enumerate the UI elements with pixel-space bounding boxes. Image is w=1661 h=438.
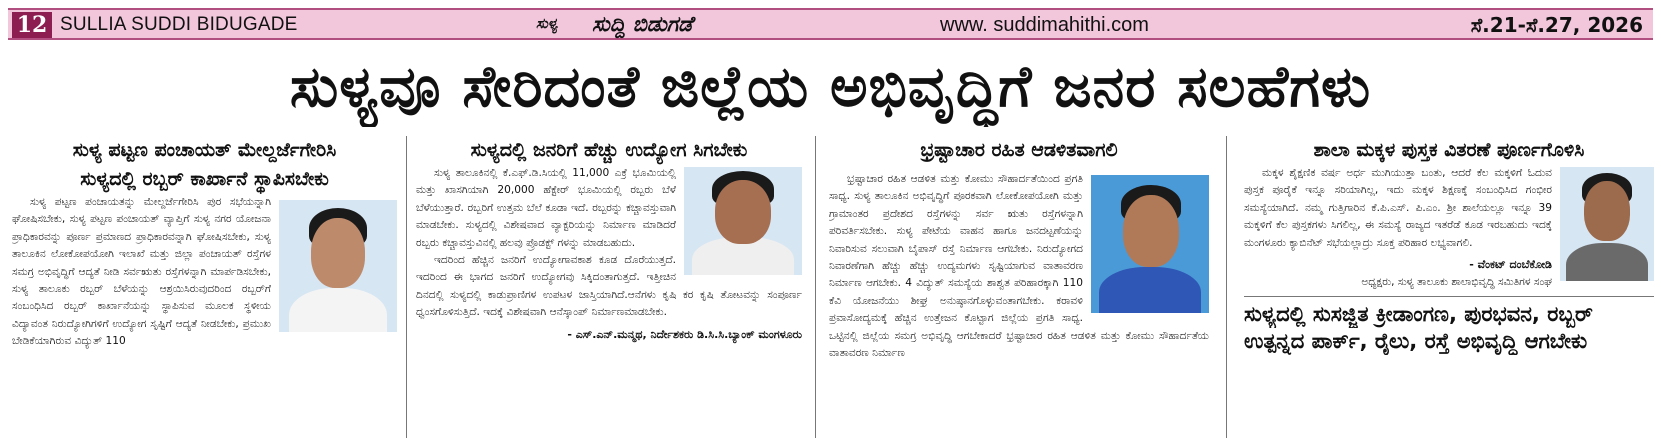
main-headline: ಸುಳ್ಯವೂ ಸೇರಿದಂತೆ ಜಿಲ್ಲೆಯ ಅಭಿವೃದ್ಧಿಗೆ ಜನರ ಸಲಹೆಗಳು — [289, 54, 1372, 120]
article-body — [829, 171, 1209, 362]
article-title: ಸುಳ್ಯ ಪಟ್ಟಣ ಪಂಚಾಯತ್ ಮೇಲ್ದರ್ಜೆಗೇರಿಸಿ — [72, 139, 337, 161]
bottom-story-title: ಉತ್ಪನ್ನದ ಪಾರ್ಕ್, ರೈಲು, ರಸ್ತೆ ಅಭಿವೃದ್ಧಿ ಆಗಬೇಕು — [1244, 329, 1588, 354]
article-body — [416, 165, 802, 322]
article-title: ಭ್ರಷ್ಟಾಚಾರ ರಹಿತ ಆಡಳಿತವಾಗಲಿ — [920, 139, 1118, 161]
article-4 — [1244, 136, 1654, 438]
article-title: ಸುಳ್ಯದಲ್ಲಿ ಜನರಿಗೆ ಹೆಚ್ಚು ಉದ್ಯೋಗ ಸಿಗಬೇಕು — [470, 139, 748, 161]
article-3 — [829, 136, 1209, 438]
article-paragraph: ಸುಳ್ಯ ತಾಲೂಕಿನಲ್ಲಿ ಕೆ.ಎಫ್.ಡಿ.ಸಿಯಲ್ಲಿ 11,000 ಎಕ್ರೆ ಭೂಮಿಯಲ್ಲಿ ಮತ್ತು ಖಾಸಗಿಯಾಗಿ 20,000 ಹೆಕ್ಟೇರ್ ಭೂಮಿಯಲ್ಲಿ ರಬ್ಬರು ಬೆಳೆ ಬೆಳೆಯುತ್ತಾರೆ. ರಬ್ಬರಿಗೆ ಉತ್ತಮ ಬೆಲೆ ಕೂಡಾ ಇದೆ. ರಬ್ಬರನ್ನು ಕಚ್ಚಾವಸ್ತುವಾಗಿ ಮಾಡಬೇಕು. ಸುಳ್ಯದಲ್ಲಿ ವಿಶೇಷವಾದ ವ್ಯಾಕ್ಟರಿಯನ್ನು ನಿರ್ಮಾಣ ಮಾಡಿದರೆ ರಬ್ಬರು ಕಚ್ಚಾವಸ್ತುವಿನಲ್ಲಿ ಹಲವು ಪ್ರೊಡಕ್ಟ್ ಗಳನ್ನು ಮಾಡಬಹುದು. — [416, 167, 676, 249]
bottom-story-title: ಸುಳ್ಯದಲ್ಲಿ ಸುಸಜ್ಜಿತ ಕ್ರೀಡಾಂಗಣ, ಪುರಭವನ, ರಬ್ಬರ್ — [1244, 302, 1593, 327]
page-header — [8, 8, 1653, 40]
portrait-photo — [684, 167, 802, 275]
section-divider — [1244, 296, 1654, 297]
article-paragraph: ಸುಳ್ಯ ಪಟ್ಟಣ ಪಂಚಾಯತನ್ನು ಮೇಲ್ದರ್ಜೆಗೇರಿಸಿ ಪುರ ಸಭೆಯನ್ನಾಗಿ ಘೋಷಿಸಬೇಕು, ಸುಳ್ಯ ಪಟ್ಟಣ ಪಂಚಾಯತ್ ವ್ಯಾಪ್ತಿಗೆ ಸುಳ್ಯ ನಗರ ಯೋಜನಾ ಪ್ರಾಧಿಕಾರವನ್ನು ಪೂರ್ಣ ಪ್ರಮಾಣದ ಪ್ರಾಧಿಕಾರವನ್ನಾಗಿ ಘೋಷಿಸಬೇಕು, ಸುಳ್ಯ ತಾಲೂಕಿನ ಲೋಕೋಪಯೋಗಿ ಇಲಾಖೆ ಮತ್ತು ಜಿಲ್ಲಾ ಪಂಚಾಯತ್ ರಸ್ತೆಗಳ ಸಮಗ್ರ ಅಭಿವೃದ್ಧಿಗೆ ಆದ್ಯತೆ ನೀಡಿ ಸರ್ವಋತು ರಸ್ತೆಗಳನ್ನಾಗಿ ಮಾರ್ಪಡಿಸಬೇಕು, ಸುಳ್ಯ ತಾಲೂಕು ರಬ್ಬರ್ ಬೆಳೆಯನ್ನು ಆಶ್ರಯಿಸಿರುವುದರಿಂದ ರಬ್ಬರ್‌ಗೆ ಸಂಬಂಧಿಸಿದ ರಬ್ಬರ್ ಕಾರ್ಖಾನೆಯನ್ನು ಸ್ಥಾಪಿಸುವ ಮೂಲಕ ಸ್ಥಳೀಯ ವಿದ್ಯಾವಂತ ನಿರುದ್ಯೋಗಿಗಳಿಗೆ ಉದ್ಯೋಗ ಸೃಷ್ಟಿಗೆ ಆದ್ಯತೆ ನೀಡಬೇಕು, ಪ್ರಮುಖ ಬೇಡಿಕೆಯಾಗಿರುವ ವಿದ್ಯುತ್ 110 — [12, 196, 271, 348]
article-title: ಸುಳ್ಯದಲ್ಲಿ ರಬ್ಬರ್ ಕಾರ್ಖಾನೆ ಸ್ಥಾಪಿಸಬೇಕು — [80, 168, 329, 190]
article-byline-role: ಅಧ್ಯಕ್ಷರು, ಸುಳ್ಯ ತಾಲೂಕು ಶಾಲಾಭಿವೃದ್ಧಿ ಸಮಿತಿಗಳ ಸಂಘ — [1361, 276, 1552, 289]
article-2 — [416, 136, 802, 438]
logo-large-text: ಸುದ್ದಿ ಬಿಡುಗಡೆ — [592, 12, 693, 36]
portrait-photo — [1091, 175, 1209, 313]
column-divider — [815, 136, 816, 438]
article-body — [12, 194, 397, 351]
article-1 — [12, 136, 397, 438]
website: www. suddimahithi.com — [940, 14, 1149, 36]
portrait-photo — [279, 200, 397, 332]
article-paragraph: ಇದರಿಂದ ಹೆಚ್ಚಿನ ಜನರಿಗೆ ಉದ್ಯೋಗಾವಕಾಶ ಕೂಡ ದೊರೆಯುತ್ತದೆ. ಇದರಿಂದ ಈ ಭಾಗದ ಜನರಿಗೆ ಉದ್ಯೋಗವು ಸಿಕ್ಕಿದಂತಾಗುತ್ತದೆ. ಇತ್ತೀಚಿನ ದಿನದಲ್ಲಿ ಸುಳ್ಯದಲ್ಲಿ ಕಾಡುಪ್ರಾಣಿಗಳ ಉಪಟಳ ಜಾಸ್ತಿಯಾಗಿದೆ.ಆನೆಗಳು ಕೃಷಿ ಕರ ಕೃಷಿ ತೋಟವನ್ನು ಸಂಪೂರ್ಣ ಧ್ವಂಸಗೊಳಿಸುತ್ತಿದೆ. ಇದಕ್ಕೆ ವಿಶೇಷವಾಗಿ ಆನೆಸ್ಕಾಂಪ್ ನಿರ್ಮಾಣಮಾಡಬೇಕು. — [416, 254, 802, 319]
article-body — [1244, 165, 1654, 252]
column-divider — [406, 136, 407, 438]
masthead-logo — [536, 11, 736, 39]
page-number: 12 — [12, 12, 52, 38]
issue-dates: ಸೆ.21-ಸೆ.27, 2026 — [1470, 13, 1643, 37]
publication-name: SULLIA SUDDI BIDUGADE — [60, 14, 298, 35]
logo-small-text: ಸುಳ್ಯ — [536, 16, 558, 32]
article-byline: - ವೆಂಕಟ್ ದಂಬೆಕೋಡಿ — [1469, 258, 1552, 272]
article-byline: - ಎಸ್.ಎನ್.ಮನ್ಮಥ, ನಿರ್ದೇಶಕರು ಡಿ.ಸಿ.ಸಿ.ಬ್ಯಾಂಕ್ ಮಂಗಳೂರು — [567, 327, 802, 341]
column-divider — [1226, 136, 1227, 438]
article-title: ಶಾಲಾ ಮಕ್ಕಳ ಪುಸ್ತಕ ವಿತರಣೆ ಪೂರ್ಣಗೊಳಿಸಿ — [1313, 139, 1585, 161]
article-paragraph: ಭ್ರಷ್ಟಾಚಾರ ರಹಿತ ಆಡಳಿತ ಮತ್ತು ಕೋಮು ಸೌಹಾರ್ದತೆಯಿಂದ ಪ್ರಗತಿ ಸಾಧ್ಯ. ಸುಳ್ಯ ತಾಲೂಕಿನ ಅಭಿವೃದ್ಧಿಗೆ ಪೂರಕವಾಗಿ ಲೋಕೋಪಯೋಗಿ ಮತ್ತು ಗ್ರಾಮಾಂತರ ಪ್ರದೇಶದ ರಸ್ತೆಗಳನ್ನು ಸರ್ವ ಋತು ರಸ್ತೆಗಳನ್ನಾಗಿ ಪರಿವರ್ತಿಸಬೇಕು. ಸುಳ್ಯ ಪೇಟೆಯ ವಾಹನ ಹಾಗೂ ಜನದಟ್ಟಣೆಯನ್ನು ನಿವಾರಿಸುವ ಸಲುವಾಗಿ ಬೈಪಾಸ್ ರಸ್ತೆ ನಿರ್ಮಾಣ ಆಗಬೇಕು. ನಿರುದ್ಯೋಗದ ನಿವಾರಣೆಗಾಗಿ ಹೆಚ್ಚು ಹೆಚ್ಚು ಉದ್ಯಮಗಳು ಸೃಷ್ಟಿಯಾಗುವ ವಾತಾವರಣ ನಿರ್ಮಾಣ ಆಗಬೇಕು. 4 ವಿದ್ಯುತ್ ಸಮಸ್ಯೆಯ ಶಾಶ್ವತ ಪರಿಹಾರಕ್ಕಾಗಿ 110 ಕೆವಿ ಯೋಜನೆಯು ಶೀಘ್ರ ಅನುಷ್ಠಾನಗೊಳ್ಳುವಂತಾಗಬೇಕು. ಕರಾವಳಿ ಪ್ರವಾಸೋದ್ಯಮಕ್ಕೆ ಹೆಚ್ಚಿನ ಉತ್ತೇಜನ ಕೊಟ್ಟಾಗ ಜಿಲ್ಲೆಯ ಪ್ರಗತಿ ಸಾಧ್ಯ. ಒಟ್ಟಿನಲ್ಲಿ ಜಿಲ್ಲೆಯ ಸಮಗ್ರ ಅಭಿವೃದ್ಧಿ ಆಗಬೇಕಾದರೆ ಭ್ರಷ್ಟಾಚಾರ ರಹಿತ ಆಡಳಿತ ಮತ್ತು ಕೋಮು ಸೌಹಾರ್ದತೆಯ ವಾತಾವರಣ ನಿರ್ಮಾಣ — [829, 173, 1209, 360]
article-paragraph: ಮಕ್ಕಳ ಶೈಕ್ಷಣಿಕ ವರ್ಷ ಅರ್ಧ ಮುಗಿಯುತ್ತಾ ಬಂತು, ಆದರೆ ಕೆಲ ಮಕ್ಕಳಿಗೆ ಓದುವ ಪುಸ್ತಕ ಪೂರೈಕೆ ಇನ್ನೂ ಸರಿಯಾಗಿಲ್ಲ, ಇದು ಮಕ್ಕಳ ಶಿಕ್ಷಣಕ್ಕೆ ಸಂಬಂಧಿಸಿದ ಗಂಭೀರ ಸಮಸ್ಯೆಯಾಗಿದೆ. ನಮ್ಮ ಗುತ್ತಿಗಾರಿನ ಕೆ.ಪಿ.ಎಸ್. ಪಿ.ಎಂ. ಶ್ರೀ ಶಾಲೆಯಲ್ಲೂ ಇನ್ನೂ 39 ಮಕ್ಕಳಿಗೆ ಕೆಲ ಪುಸ್ತಕಗಳು ಸಿಗಲಿಲ್ಲ, ಈ ಸಮಸ್ಯೆ ರಾಜ್ಯದ ಇತರೆಡೆ ಕೂಡ ಇರಬಹುದು ಇದಕ್ಕೆ ಮಂಗಳೂರು ಕ್ಯಾಬಿನೆಟ್ ಸಭೆಯಲ್ಲಾದ್ರು ಸೂಕ್ತ ಪರಿಹಾರ ಲಭ್ಯವಾಗಲಿ. — [1244, 167, 1552, 249]
portrait-photo — [1560, 167, 1654, 281]
